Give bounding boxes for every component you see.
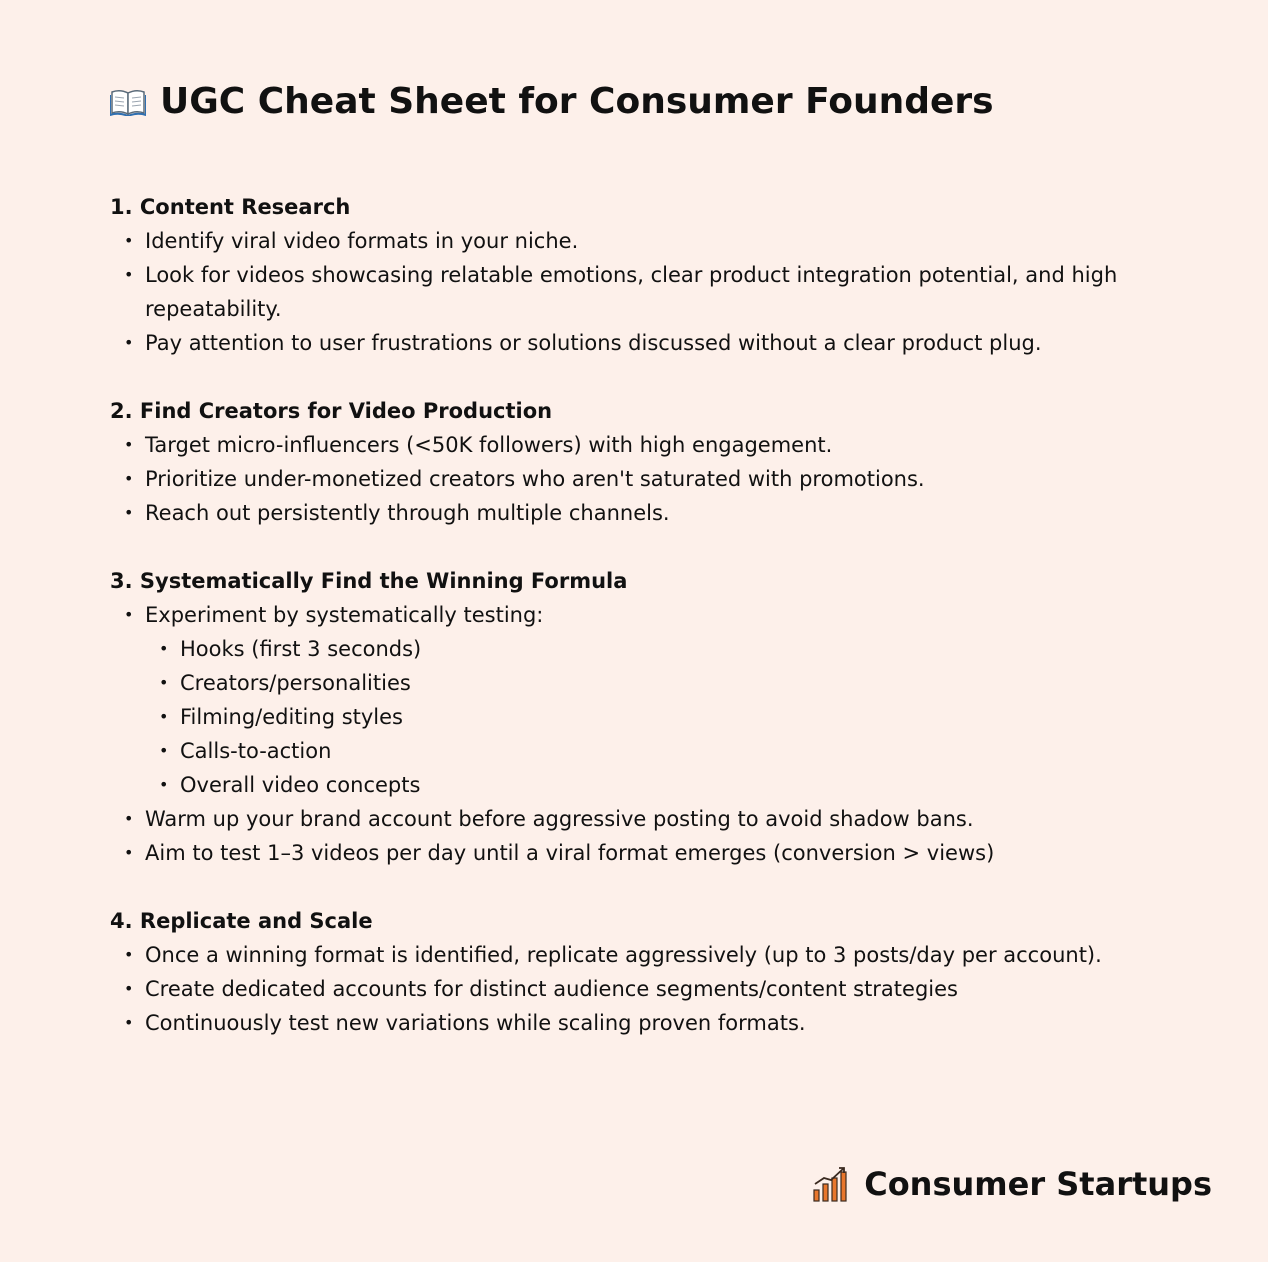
bullet-list xyxy=(110,224,1120,360)
list-item-text: Reach out persistently through multiple channels. xyxy=(145,501,670,525)
bullet-icon: • xyxy=(124,469,134,488)
bullet-list xyxy=(110,598,1120,870)
section-heading: 4. Replicate and Scale xyxy=(110,909,373,933)
bullet-icon: • xyxy=(159,639,169,658)
sub-list-item xyxy=(110,666,1120,700)
list-item-text: Filming/editing styles xyxy=(180,705,403,729)
bullet-list xyxy=(110,938,1120,1040)
list-item-text: Aim to test 1–3 videos per day until a viral format emerges (conversion > views) xyxy=(145,841,995,865)
bullet-icon: • xyxy=(124,979,134,998)
cheat-sheet-body xyxy=(110,190,1120,1074)
bullet-list xyxy=(110,428,1120,530)
sub-list-item xyxy=(110,700,1120,734)
bullet-icon: • xyxy=(124,945,134,964)
bullet-icon: • xyxy=(124,435,134,454)
list-item-text: Calls-to-action xyxy=(180,739,332,763)
bullet-icon: • xyxy=(159,707,169,726)
bullet-icon: • xyxy=(124,605,134,624)
list-item-text: Continuously test new variations while scaling proven formats. xyxy=(145,1011,806,1035)
list-item-text: Target micro-influencers (<50K followers) with high engagement. xyxy=(145,433,833,457)
bullet-icon: • xyxy=(159,673,169,692)
bullet-icon: • xyxy=(124,265,134,284)
section xyxy=(110,564,1120,870)
bullet-icon: • xyxy=(124,503,134,522)
section xyxy=(110,190,1120,360)
list-item xyxy=(110,802,1120,836)
list-item-text: Experiment by systematically testing: xyxy=(145,603,544,627)
sub-list-item xyxy=(110,768,1120,802)
list-item-text: Create dedicated accounts for distinct audience segments/content strategies xyxy=(145,977,958,1001)
list-item xyxy=(110,496,1120,530)
list-item xyxy=(110,462,1120,496)
bullet-icon: • xyxy=(124,231,134,250)
section xyxy=(110,904,1120,1040)
list-item-text: Hooks (first 3 seconds) xyxy=(180,637,422,661)
section-heading: 3. Systematically Find the Winning Formula xyxy=(110,569,628,593)
section-heading: 1. Content Research xyxy=(110,195,351,219)
list-item xyxy=(110,224,1120,258)
list-item-text: Prioritize under-monetized creators who aren't saturated with promotions. xyxy=(145,467,925,491)
list-item xyxy=(110,836,1120,870)
list-item-text: Once a winning format is identified, replicate aggressively (up to 3 posts/day per account). xyxy=(145,943,1102,967)
page-title xyxy=(110,78,994,126)
list-item-text: Warm up your brand account before aggressive posting to avoid shadow bans. xyxy=(145,807,974,831)
list-item xyxy=(110,258,1120,326)
bullet-icon: • xyxy=(159,741,169,760)
list-item xyxy=(110,1006,1120,1040)
section-heading: 2. Find Creators for Video Production xyxy=(110,399,553,423)
bullet-icon: • xyxy=(124,809,134,828)
bullet-icon: • xyxy=(124,843,134,862)
brand-name: Consumer Startups xyxy=(864,1165,1212,1203)
brand-footer xyxy=(812,1162,1212,1206)
list-item-text: Overall video concepts xyxy=(180,773,421,797)
sub-list-item xyxy=(110,734,1120,768)
list-item-text: Creators/personalities xyxy=(180,671,411,695)
open-book-icon xyxy=(110,88,146,116)
list-item-text: Identify viral video formats in your niche. xyxy=(145,229,579,253)
sub-list-item xyxy=(110,632,1120,666)
list-item xyxy=(110,938,1120,972)
page-title-text: UGC Cheat Sheet for Consumer Founders xyxy=(160,81,994,122)
list-item-text: Look for videos showcasing relatable emotions, clear product integration potential, and high repeatability. xyxy=(145,263,1118,321)
list-item xyxy=(110,972,1120,1006)
list-item-text: Pay attention to user frustrations or solutions discussed without a clear product plug. xyxy=(145,331,1042,355)
list-item xyxy=(110,326,1120,360)
bullet-icon: • xyxy=(124,333,134,352)
list-item xyxy=(110,428,1120,462)
bar-chart-icon xyxy=(812,1166,850,1202)
section xyxy=(110,394,1120,530)
list-item xyxy=(110,598,1120,632)
bullet-icon: • xyxy=(124,1013,134,1032)
bullet-icon: • xyxy=(159,775,169,794)
